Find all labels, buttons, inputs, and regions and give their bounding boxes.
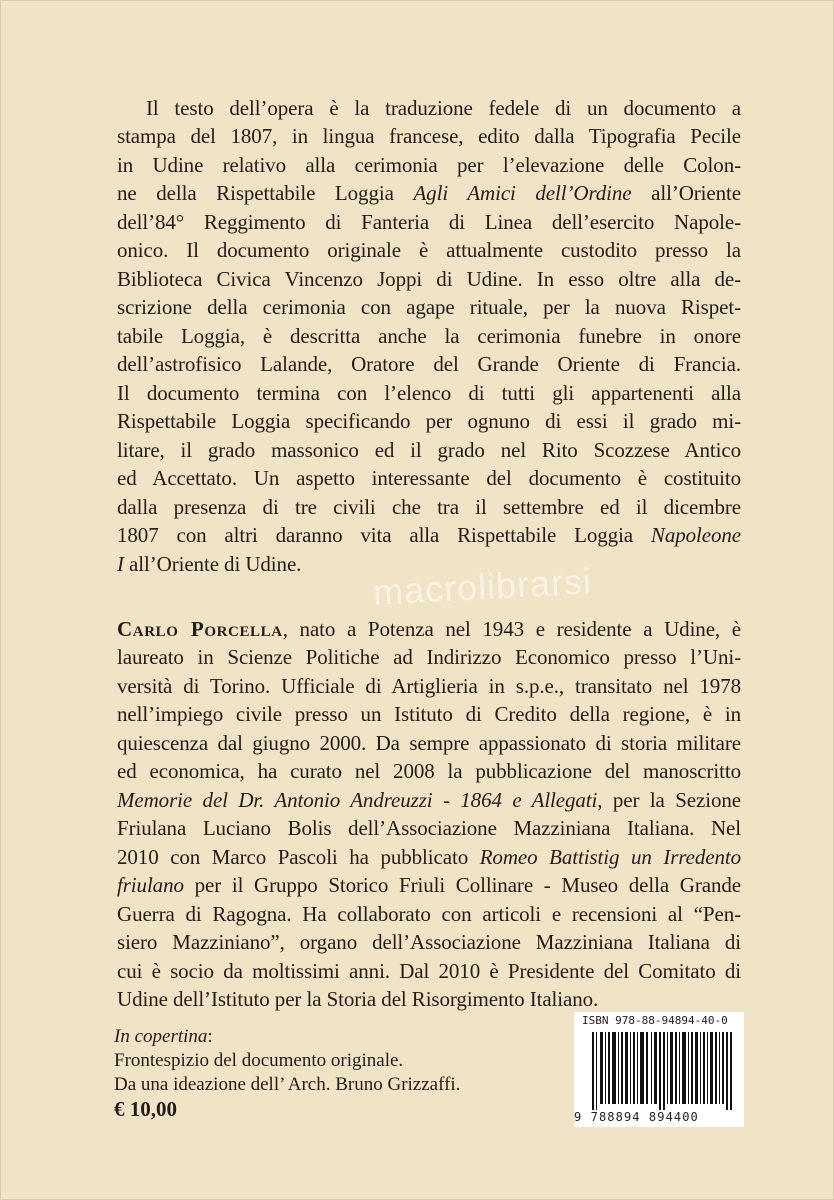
text-line: litare, il grado massonico ed il grado nel Rito Scozzese Antico (117, 438, 741, 462)
text-line: siero Mazziniano”, organo dell’Associazione Mazziniana Italiana di (117, 930, 741, 954)
loggia-name: Agli Amici dell’Ordine (413, 181, 632, 205)
isbn-label: ISBN 978-88-94894-40-0 (582, 1014, 728, 1027)
text-line: scrizione della cerimonia con agape rituale, per la nuova Rispet- (117, 295, 741, 319)
text-line: ed economica, ha curato nel 2008 la pubblicazione del manoscritto (117, 759, 741, 783)
text-span: 1807 con altri daranno vita alla Rispettabile Loggia (117, 523, 651, 547)
isbn-barcode (574, 1012, 744, 1127)
loggia-name: Napoleone (650, 523, 741, 547)
text-line: Rispettabile Loggia specificando per ognuno di essi il grado mi- (117, 409, 741, 433)
book-title-cont: friulano (117, 873, 184, 897)
text-line: Udine dell’Istituto per la Storia del Risorgimento Italiano. (117, 987, 599, 1011)
colon: : (207, 1026, 213, 1047)
text-line: dell’astrofisico Lalande, Oratore del Grande Oriente di Francia. (117, 352, 741, 376)
cover-note-line: Frontespizio del documento originale. (114, 1050, 404, 1071)
cover-note-label-text: In copertina (114, 1026, 208, 1047)
text-line: ed Accettato. Un aspetto interessante del documento è costituito (117, 466, 741, 490)
text-line: dell’84° Reggimento di Fanteria di Linea dell’esercito Napole- (117, 210, 741, 234)
text-line: quiescenza dal giugno 2000. Da sempre appassionato di storia militare (117, 731, 741, 755)
text-span: , nato a Potenza nel 1943 e residente a Udine, è (282, 617, 741, 641)
text-line: Biblioteca Civica Vincenzo Joppi di Udine. In esso oltre alla de- (117, 267, 741, 291)
text-line: Friulana Luciano Bolis dell’Associazione Mazziniana Italiana. Nel (117, 816, 741, 840)
text-line: versità di Torino. Ufficiale di Artiglieria in s.p.e., transitato nel 1978 (117, 674, 741, 698)
text-span: per il Gruppo Storico Friuli Collinare - Museo della Grande (183, 873, 741, 897)
text-line (117, 788, 741, 812)
loggia-name-cont: I (117, 552, 124, 576)
text-span: 2010 con Marco Pascoli ha pubblicato (117, 845, 480, 869)
barcode-digits: 9 788894 894400 (574, 1110, 699, 1124)
cover-note-label (114, 1026, 213, 1048)
text-line: cui è socio da moltissimi anni. Dal 2010 è Presidente del Comitato di (117, 959, 741, 983)
text-line: dalla presenza di tre civili che tra il settembre ed il dicembre (117, 495, 741, 519)
text-span: ne della Rispettabile Loggia (117, 181, 414, 205)
text-line: stampa del 1807, in lingua francese, edito dalla Tipografia Pecile (117, 124, 741, 148)
text-line (117, 523, 741, 547)
text-span: , per la Sezione (597, 788, 741, 812)
text-line: in Udine relativo alla cerimonia per l’elevazione delle Colon- (117, 153, 741, 177)
text-line (117, 845, 741, 869)
text-line: nell’impiego civile presso un Istituto di Credito della regione, è in (117, 702, 741, 726)
text-line: Il documento termina con l’elenco di tutti gli appartenenti alla (117, 381, 741, 405)
text-line (117, 181, 741, 205)
price: € 10,00 (114, 1097, 177, 1121)
book-title: Romeo Battistig un Irredento (479, 845, 741, 869)
text-line: Il testo dell’opera è la traduzione fedele di un documento a (146, 96, 741, 120)
author-name: Carlo Porcella (117, 617, 283, 641)
text-line: tabile Loggia, è descritta anche la cerimonia funebre in onore (117, 324, 741, 348)
barcode-icon (592, 1032, 732, 1110)
watermark: macrolibrarsi (372, 560, 593, 613)
text-line: onico. Il documento originale è attualmente custodito presso la (117, 238, 741, 262)
text-line (117, 617, 741, 641)
text-line: Guerra di Ragogna. Ha collaborato con articoli e recensioni al “Pen- (117, 902, 741, 926)
text-line (117, 873, 741, 897)
text-span: all’Oriente di Udine. (123, 552, 302, 576)
text-line: laureato in Scienze Politiche ad Indirizzo Economico presso l’Uni- (117, 645, 741, 669)
text-span: all’Oriente (631, 181, 741, 205)
cover-note-line: Da una ideazione dell’ Arch. Bruno Grizzaffi. (114, 1074, 461, 1095)
book-title: Memorie del Dr. Antonio Andreuzzi - 1864 e Allegati (117, 788, 598, 812)
